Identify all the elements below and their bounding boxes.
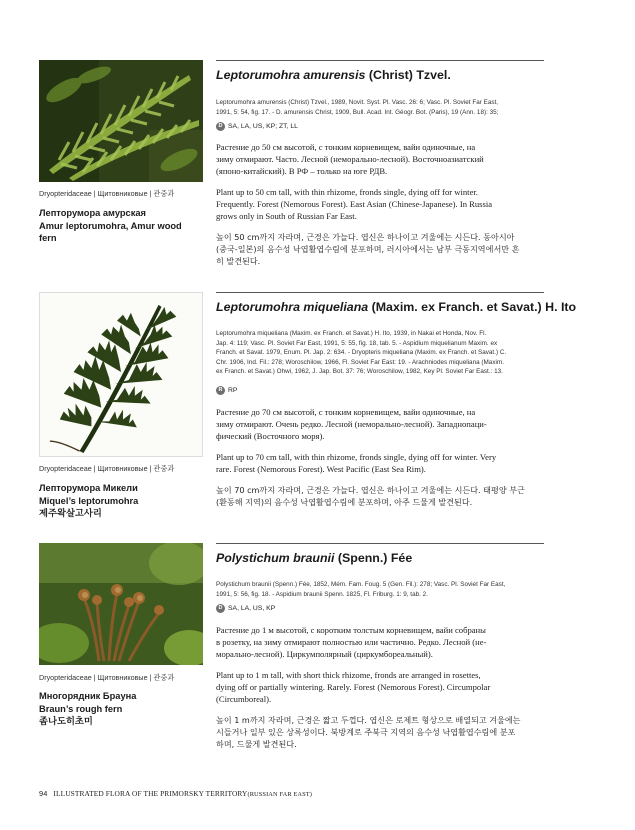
text-line: Растение до 70 см высотой, с тонким корневищем, вайи одиночные, на	[216, 407, 476, 417]
photo-leptorumohra-amurensis	[39, 60, 203, 182]
photo-polystichum-braunii	[39, 543, 203, 665]
family-label: Dryopteridaceae | Щитовниковые | 관중과	[39, 189, 175, 198]
text-line: в розетку, на зиму отмирают полностью или частично. Редко. Лесной (не-	[216, 637, 487, 648]
text-line: (중국-일본)의 음수성 낙엽활엽수림에 분포하며, 러시아에서는 남부 극동지역에서만 흔	[216, 244, 520, 255]
distribution-badge: D	[216, 122, 225, 131]
text-line: (Circumboreal).	[216, 694, 272, 705]
synonymy-line: Leptorumohra amurensis (Christ) Tzvel., 1989, Novit. Syst. Pl. Vasc. 26: 6; Vasc. Pl. Soviet Far East,	[216, 99, 499, 106]
description-ko	[216, 231, 546, 268]
text-line: фический (Восточного моря).	[216, 431, 325, 442]
common-names	[39, 482, 209, 520]
family-label: Dryopteridaceae | Щитовниковые | 관중과	[39, 673, 175, 682]
common-name-en: Amur leptorumohra, Amur wood	[39, 220, 182, 231]
species-name: Polystichum braunii	[216, 551, 335, 565]
synonymy-line: Chr. 1906, Ind. Fil.: 278; Woroschilow, 1966, Fl. Soviet Far East: 19. - Arachniodes miqueliana (Maxim.	[216, 358, 504, 366]
text-line: Растение до 1 м высотой, с коротким толстым корневищем, вайи собраны	[216, 625, 486, 635]
text-line: 높이 1 m까지 자라며, 근경은 짧고 두껍다. 엽신은 로제트 형상으로 배열되고 겨울에는	[216, 715, 521, 725]
text-line: dying off or partially wintering. Rarely. Forest (Nemorous Forest). Circumpolar	[216, 682, 491, 693]
common-name-en: Miquel’s leptorumohra	[39, 495, 139, 506]
species-name: Leptorumohra miqueliana	[216, 300, 369, 314]
text-line: Frequently. Forest (Nemorous Forest). East Asian (Chinese-Japanese). In Russia	[216, 199, 493, 210]
species-title	[216, 300, 577, 314]
common-name-en: Braun’s rough fern	[39, 703, 123, 714]
description-ru	[216, 624, 546, 661]
synonymy-line: ex Franch. et Savat.) Ohwi, 1962, J. Jap. Bot. 37: 76; Woroschilow, 1982, Key Pl. Soviet Far East.: 13.	[216, 368, 503, 376]
synonymy-line: Franch. et Savat. 1979, Enum. Pl. Jap. 2: 634. - Dryopteris miqueliana (Maxim. ex Franch. et Savat.) C.	[216, 349, 507, 357]
description-en	[216, 186, 546, 223]
description-ru	[216, 406, 546, 443]
entry-rule	[216, 292, 544, 293]
text-line: 히 발견된다.	[216, 256, 261, 267]
text-line: 하며, 드물게 발견된다.	[216, 739, 297, 750]
text-line: grows only in South of Russian Far East.	[216, 211, 357, 222]
illustration-leptorumohra-miqueliana	[39, 292, 203, 457]
synonymy-line: 1991, 5: 56, fig. 18. - Aspidium braunii Spenn. 1825, Fl. Friburg. 1: 9, tab. 2.	[216, 590, 428, 598]
distribution-badge: R	[216, 386, 225, 395]
synonymy	[216, 329, 546, 377]
book-title: ILLUSTRATED FLORA OF THE PRIMORSKY TERRITORY	[53, 789, 248, 798]
text-line: зиму отмирают. Часто. Лесной (неморально-лесной). Восточноазиатский	[216, 154, 484, 165]
text-line: Plant up to 1 m tall, with short thick rhizome, fronds are arranged in rosettes,	[216, 670, 481, 680]
species-name: Leptorumohra amurensis	[216, 68, 366, 82]
synonymy-line: Jap. 4: 119; Vasc. Pl. Soviet Far East, 1991, 5: 55, fig. 18, tab. 5. - Aspidium miquelianum Maxim. ex	[216, 339, 498, 347]
common-name-ko: 좀나도히초미	[39, 716, 93, 727]
common-name-ru: Лепторумора амурская	[39, 208, 146, 218]
text-line: Plant up to 70 cm tall, with thin rhizome, fronds single, dying off for winter. Very	[216, 452, 497, 462]
description-en	[216, 669, 546, 706]
text-line: 높이 70 cm까지 자라며, 근경은 가늘다. 엽신은 하나이고 겨울에는 시든다. 태평양 부근	[216, 485, 525, 495]
common-name-ru: Многорядник Брауна	[39, 691, 137, 701]
text-line: морально-лесной). Циркумполярный (циркумбореальный).	[216, 649, 433, 660]
entry-rule	[216, 543, 544, 544]
common-name-en-cont: fern	[39, 233, 57, 244]
distribution	[216, 122, 298, 131]
text-line: зиму отмирают. Очень редко. Лесной (неморально-лесной). Западнопаци-	[216, 419, 487, 430]
species-author: (Maxim. ex Franch. et Savat.) H. Ito	[368, 300, 577, 314]
species-author: (Christ) Tzvel.	[365, 68, 451, 82]
common-name-ru: Лепторумора Микели	[39, 483, 138, 493]
description-ko	[216, 484, 546, 508]
description-ru	[216, 141, 546, 178]
description-ko	[216, 714, 546, 751]
distribution	[216, 604, 275, 613]
species-author: (Spenn.) Fée	[334, 551, 413, 565]
text-line: Plant up to 50 cm tall, with thin rhizome, fronds single, dying off for winter.	[216, 187, 478, 197]
synonymy	[216, 580, 546, 599]
distribution-text: SA, LA, US, KP	[228, 605, 276, 612]
common-names	[39, 207, 209, 245]
page-number: 94	[39, 789, 48, 798]
text-line: 높이 50 cm까지 자라며, 근경은 가늘다. 엽신은 하나이고 겨울에는 시든다. 동아시아	[216, 232, 515, 242]
description-en	[216, 451, 546, 475]
species-title	[216, 68, 546, 82]
common-names	[39, 690, 209, 728]
text-line: (환동해 지역)의 음수성 낙엽활엽수림에 분포하며, 아주 드물게 발견된다.	[216, 497, 473, 508]
text-line: Растение до 50 см высотой, с тонким корневищем, вайи одиночные, на	[216, 142, 476, 152]
book-subtitle: (RUSSIAN FAR EAST)	[247, 791, 312, 798]
text-line: (японо-китайский). В РФ – только на юге РДВ.	[216, 166, 388, 177]
species-title	[216, 551, 546, 565]
text-line: rare. Forest (Nemorous Forest). West Pacific (East Sea Rim).	[216, 464, 426, 475]
distribution-text: SA, LA, US, KP; ZT, LL	[228, 123, 298, 130]
distribution-badge: D	[216, 604, 225, 613]
family-label: Dryopteridaceae | Щитовниковые | 관중과	[39, 464, 175, 473]
synonymy-line: Leptorumohra miqueliana (Maxim. ex Franch. et Savat.) H. Ito, 1939, in Nakai et Honda, Nov. Fl.	[216, 330, 487, 337]
distribution-text: RP	[228, 387, 238, 394]
text-line: 시들거나 일부 있은 상록성이다. 북방계로 주북극 지역의 음수성 낙엽활엽수림에 분포	[216, 727, 516, 738]
synonymy-line: 1991, 5: 54, fig. 17. - D. amurensis Christ, 1909, Bull. Acad. Int. Géogr. Bot. (Paris), 19 (Ann. 18): 35;	[216, 108, 499, 116]
distribution	[216, 386, 237, 395]
entry-rule	[216, 60, 544, 61]
synonymy	[216, 98, 546, 117]
synonymy-line: Polystichum braunii (Spenn.) Fée, 1852, Mém. Fam. Foug. 5 (Gen. Fil.): 278; Vasc. Pl. Soviet Far East,	[216, 581, 506, 588]
page-footer	[39, 789, 312, 798]
common-name-ko: 제주왁살고사리	[39, 508, 102, 519]
